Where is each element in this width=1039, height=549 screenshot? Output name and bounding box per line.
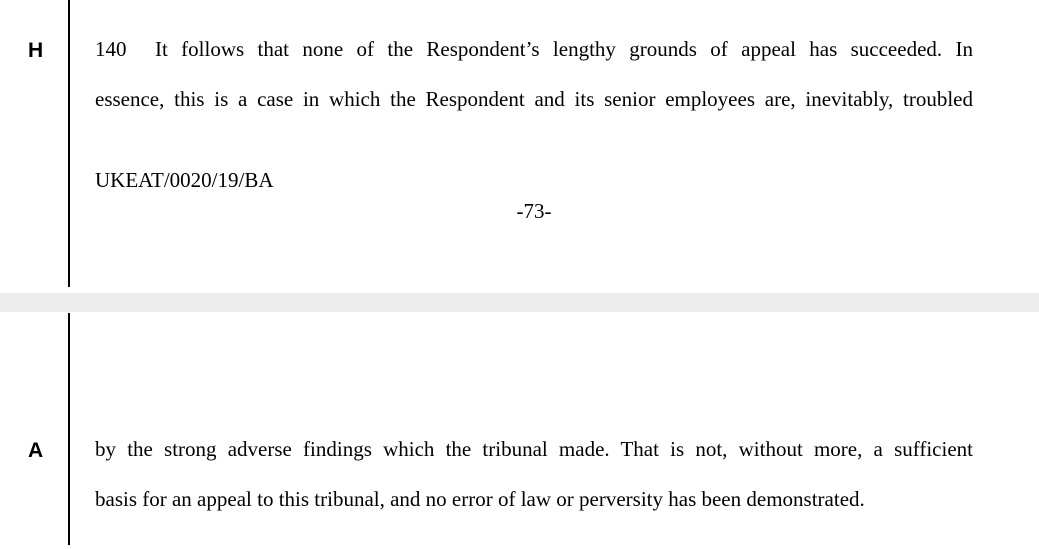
page-74 <box>0 312 1039 549</box>
paragraph-line: basis for an appeal to this tribunal, and no error of law or perversity has been demonstrated. <box>95 487 865 511</box>
margin-rule <box>68 0 70 287</box>
paragraph-140 <box>95 24 973 124</box>
paragraph-line <box>95 24 973 74</box>
case-reference: UKEAT/0020/19/BA <box>95 168 274 192</box>
paragraph-line: essence, this is a case in which the Respondent and its senior employees are, inevitably, troubled <box>95 87 973 111</box>
margin-letter-h: H <box>28 39 44 62</box>
margin-letter-a: A <box>28 439 44 462</box>
page-number: -73- <box>516 199 552 223</box>
margin-rule <box>68 313 70 545</box>
paragraph-text: It follows that none of the Respondent’s lengthy grounds of appeal has succeeded. In <box>155 37 973 61</box>
paragraph-number: 140 <box>95 37 127 61</box>
page-separator <box>0 293 1039 312</box>
paragraph-continued <box>95 424 973 524</box>
paragraph-line: by the strong adverse findings which the tribunal made. That is not, without more, a sufficient <box>95 437 973 461</box>
